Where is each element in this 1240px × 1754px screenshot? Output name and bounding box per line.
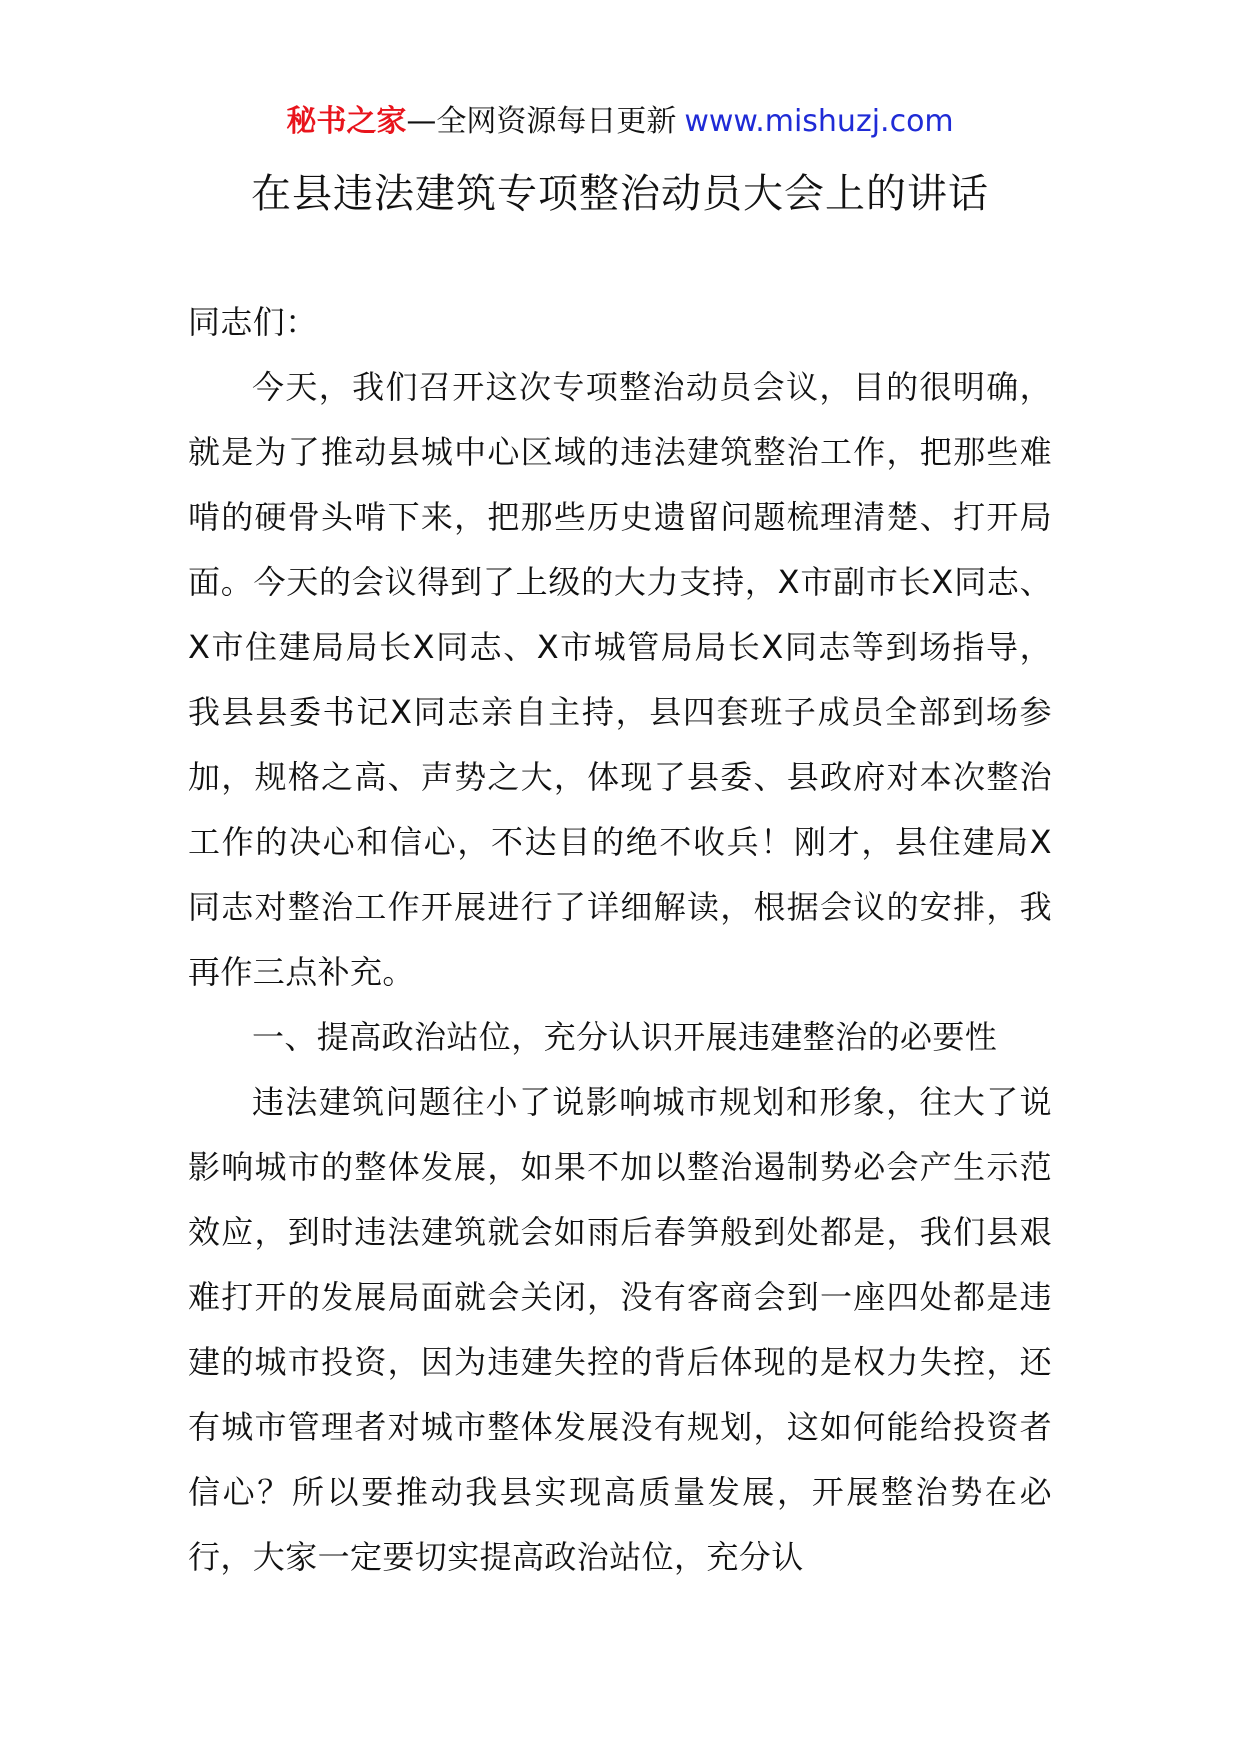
- section-heading-1: 一、提高政治站位，充分认识开展违建整治的必要性: [252, 1018, 998, 1056]
- site-header: [0, 100, 1240, 144]
- site-url-link[interactable]: www.mishuzj.com: [684, 104, 954, 139]
- paragraph-intro: 今天，我们召开这次专项整治动员会议，目的很明确，就是为了推动县城中心区域的违法建筑整治工作，把那些难啃的硬骨头啃下来，把那些历史遗留问题梳理清楚、打开局面。今天的会议得到了上级的大力支持，X市副市长X同志、X市住建局局长X同志、X市城管局局长X同志等到场指导，我县县委书记X同志亲自主持，县四套班子成员全部到场参加，规格之高、声势之大，体现了县委、县政府对本次整治工作的决心和信心，不达目的绝不收兵！刚才，县住建局X同志对整治工作开展进行了详细解读，根据会议的安排，我再作三点补充。: [188, 368, 1052, 991]
- paragraph-section-1: 违法建筑问题往小了说影响城市规划和形象，往大了说影响城市的整体发展，如果不加以整治遏制势必会产生示范效应，到时违法建筑就会如雨后春笋般到处都是，我们县艰难打开的发展局面就会关闭，没有客商会到一座四处都是违建的城市投资，因为违建失控的背后体现的是权力失控，还有城市管理者对城市整体发展没有规划，这如何能给投资者信心？所以要推动我县实现高质量发展，开展整治势在必行，大家一定要切实提高政治站位，充分认: [188, 1083, 1052, 1576]
- document-body: [188, 290, 1052, 1590]
- header-tagline: —全网资源每日更新: [406, 104, 677, 139]
- salutation: 同志们：: [188, 303, 318, 341]
- document-title: 在县违法建筑专项整治动员大会上的讲话: [251, 171, 989, 217]
- brand-name: 秘书之家: [286, 104, 407, 139]
